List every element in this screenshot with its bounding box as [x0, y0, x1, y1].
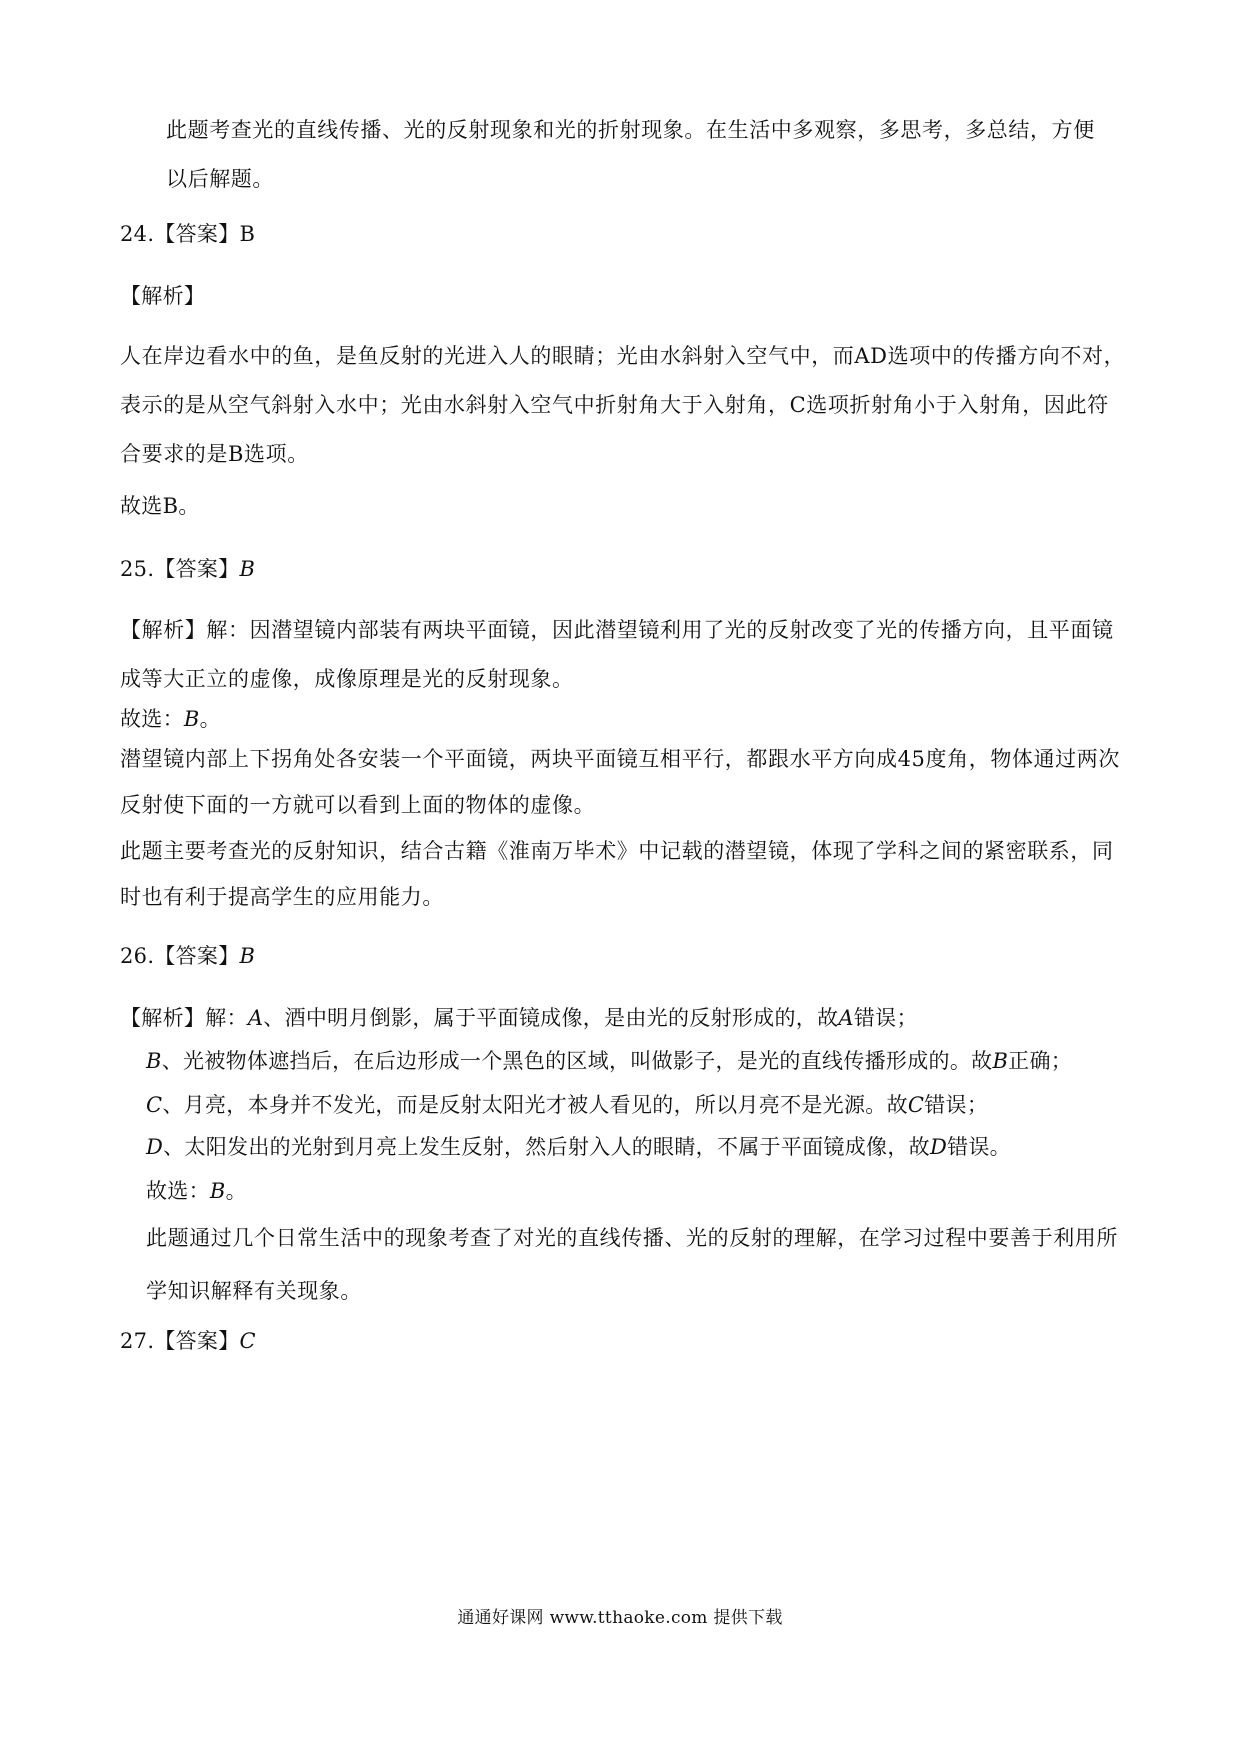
q26-d-text: 、太阳发出的光射到月亮上发生反射，然后射入人的眼睛，不属于平面镜成像，故 — [163, 1135, 930, 1159]
q27-answer-prefix: 27.【答案】 — [120, 1329, 240, 1353]
q26-option-c — [146, 1091, 988, 1119]
q26-conclusion-suffix: 。 — [225, 1179, 247, 1203]
q26-conclusion-answer: B — [209, 1179, 226, 1203]
q26-conclusion-prefix: 故选： — [146, 1179, 210, 1203]
q26-answer-line — [120, 942, 255, 970]
q26-answer-prefix: 26.【答案】 — [120, 944, 240, 968]
q26-a-text: 、酒中明月倒影，属于平面镜成像，是由光的反射形成的，故 — [263, 1006, 839, 1030]
intro-line-1: 此题考查光的直线传播、光的反射现象和光的折射现象。在生活中多观察，多思考，多总结，方便 — [166, 118, 1095, 142]
page-footer: 通通好课网 www.tthaoke.com 提供下载 — [457, 1608, 783, 1628]
q26-option-a — [120, 1004, 918, 1032]
q25-conclusion-answer: B — [183, 707, 200, 731]
q26-c-text: 、月亮，本身并不发光，而是反射太阳光才被人看见的，所以月亮不是光源。故 — [162, 1093, 908, 1117]
q24-answer-line: 24.【答案】B — [120, 222, 256, 246]
q25-answer-line — [120, 555, 255, 583]
q26-option-d — [146, 1133, 1011, 1161]
q26-a-letter-2: A — [838, 1006, 854, 1030]
q26-d-letter: D — [146, 1135, 164, 1159]
q26-a-end: 错误； — [853, 1006, 918, 1030]
q26-conclusion — [146, 1177, 247, 1205]
q26-analysis-prefix: 【解析】解： — [120, 1006, 248, 1030]
q26-c-letter-2: C — [907, 1093, 925, 1117]
q25-conclusion — [120, 705, 221, 733]
q27-answer-line — [120, 1327, 256, 1355]
q25-conclusion-suffix: 。 — [199, 707, 221, 731]
q25-note-2: 此题主要考查光的反射知识，结合古籍《淮南万毕术》中记载的潜望镜，体现了学科之间的紧密联系，同时也有利于提高学生的应用能力。 — [120, 839, 1114, 909]
q26-c-letter: C — [146, 1093, 163, 1117]
q26-b-letter-2: B — [992, 1049, 1009, 1073]
intro-line-2: 以后解题。 — [166, 167, 274, 191]
q24-conclusion: 故选B。 — [120, 494, 200, 518]
q25-note-1: 潜望镜内部上下拐角处各安装一个平面镜，两块平面镜互相平行，都跟水平方向成45度角，物体通过两次反射使下面的一方就可以看到上面的物体的虚像。 — [120, 747, 1120, 817]
q26-summary: 此题通过几个日常生活中的现象考查了对光的直线传播、光的反射的理解，在学习过程中要善于利用所学知识解释有关现象。 — [146, 1226, 1118, 1303]
q26-answer: B — [239, 944, 256, 968]
q26-d-letter-2: D — [929, 1135, 948, 1159]
q26-c-end: 错误； — [924, 1093, 989, 1117]
q26-option-b — [146, 1047, 1072, 1075]
q25-answer: B — [239, 557, 256, 581]
q26-b-text: 、光被物体遮挡后，在后边形成一个黑色的区域，叫做影子，是光的直线传播形成的。故 — [161, 1049, 993, 1073]
q27-answer: C — [239, 1329, 256, 1353]
q25-conclusion-prefix: 故选： — [120, 707, 184, 731]
q24-analysis-text: 人在岸边看水中的鱼，是鱼反射的光进入人的眼睛；光由水斜射入空气中，而AD选项中的传播方向不对，表示的是从空气斜射入水中；光由水斜射入空气中折射角大于入射角，C选项折射角小于入射角，因此符合要求的是B选项。 — [120, 344, 1126, 466]
q26-d-end: 错误。 — [947, 1135, 1011, 1159]
q26-b-letter: B — [146, 1049, 162, 1073]
q24-analysis-label: 【解析】 — [120, 284, 206, 308]
q25-answer-prefix: 25.【答案】 — [120, 557, 240, 581]
intro-paragraph — [166, 106, 1126, 204]
q26-a-letter: A — [247, 1006, 264, 1030]
q25-analysis-text: 【解析】解：因潜望镜内部装有两块平面镜，因此潜望镜利用了光的反射改变了光的传播方向，且平面镜成等大正立的虚像，成像原理是光的反射现象。 — [120, 618, 1114, 691]
q26-b-end: 正确； — [1008, 1049, 1073, 1073]
